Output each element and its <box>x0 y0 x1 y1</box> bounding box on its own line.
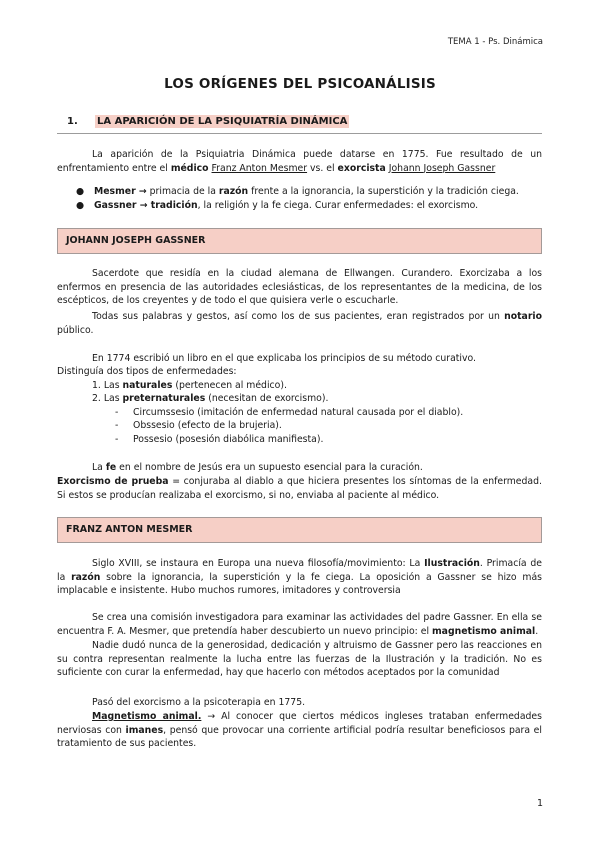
paragraph: Todas sus palabras y gestos, así como los de sus pacientes, eran registrados por un notario público. <box>57 311 542 336</box>
section-heading <box>57 116 542 127</box>
running-header: TEMA 1 - Ps. Dinámica <box>447 37 543 47</box>
intro-paragraph: La aparición de la Psiquiatria Dinámica puede datarse en 1775. Fue resultado de un enfrentamiento entre el médico Franz Anton Mesmer vs. el exorcista Johann Joseph Gassner <box>57 149 542 174</box>
list-item: - Obssesio (efecto de la brujeria). <box>115 420 282 431</box>
list-item: ● Gassner → tradición, la religión y la fe ciega. Curar enfermedades: el exorcismo. <box>76 200 479 211</box>
paragraph: Exorcismo de prueba = conjuraba al diablo a que hiciera presentes los síntomas de la enfermedad. Si estos se producían realizaba el exorcismo, si no, enviaba al paciente al médico. <box>57 476 542 501</box>
paragraph: Siglo XVIII, se instaura en Europa una nueva filosofía/movimiento: La Ilustración. Primacía de la razón sobre la ignorancia, la superstición y la fe ciega. La oposición a Gassner se hizo más implacable e insistente. Hubo muchos rumores, imitadores y controversia <box>57 558 542 596</box>
paragraph: La fe en el nombre de Jesús era un supuesto esencial para la curación. <box>92 462 423 473</box>
paragraph: Magnetismo animal. → Al conocer que ciertos médicos ingleses trataban enfermedades nerviosas con imanes, pensó que provocar una corriente artificial podría resultar beneficiosos para el tratamiento de sus pacientes. <box>57 711 542 749</box>
subsection-box-gassner: JOHANN JOSEPH GASSNER <box>57 228 542 254</box>
paragraph: Nadie dudó nunca de la generosidad, dedicación y altruismo de Gassner pero las reacciones en su contra representan realmente la lucha entre las fuerzas de la Ilustración y la tradición. No es suficiente con curar la enfermedad, hay que hacerlo con métodos aceptados por la comunidad <box>57 640 542 678</box>
paragraph: Pasó del exorcismo a la psicoterapia en 1775. <box>92 697 306 708</box>
list-item: 2. Las preternaturales (necesitan de exorcismo). <box>92 393 329 404</box>
list-item: - Circumssesio (imitación de enfermedad natural causada por el diablo). <box>115 407 464 418</box>
paragraph: En 1774 escribió un libro en el que explicaba los principios de su método curativo. <box>92 353 476 364</box>
paragraph: Distinguía dos tipos de enfermedades: <box>57 366 237 377</box>
paragraph: Sacerdote que residía en la ciudad alemana de Ellwangen. Curandero. Exorcizaba a los enfermos en presencia de las autoridades eclesiásticas, de los representantes de la medicina, de los escépticos, de los creyentes y de todo el que quisiera verle o escucharle. <box>57 268 542 306</box>
list-item: - Possesio (posesión diabólica manifiesta). <box>115 434 324 445</box>
section-number: 1. <box>67 116 78 127</box>
list-item: ● Mesmer → primacia de la razón frente a la ignorancia, la superstición y la tradición ciega. <box>76 186 519 197</box>
section-divider <box>57 133 542 134</box>
subsection-box-mesmer: FRANZ ANTON MESMER <box>57 517 542 543</box>
list-item: 1. Las naturales (pertenecen al médico). <box>92 380 287 391</box>
paragraph: Se crea una comisión investigadora para examinar las actividades del padre Gassner. En ella se encuentra F. A. Mesmer, que pretendía haber descubierto un nuevo principio: el magnetismo animal. <box>57 612 542 637</box>
page-number: 1 <box>536 798 543 809</box>
section-title: LA APARICIÓN DE LA PSIQUIATRÍA DINÁMICA <box>97 116 348 127</box>
document-title: LOS ORÍGENES DEL PSICOANÁLISIS <box>164 76 436 92</box>
